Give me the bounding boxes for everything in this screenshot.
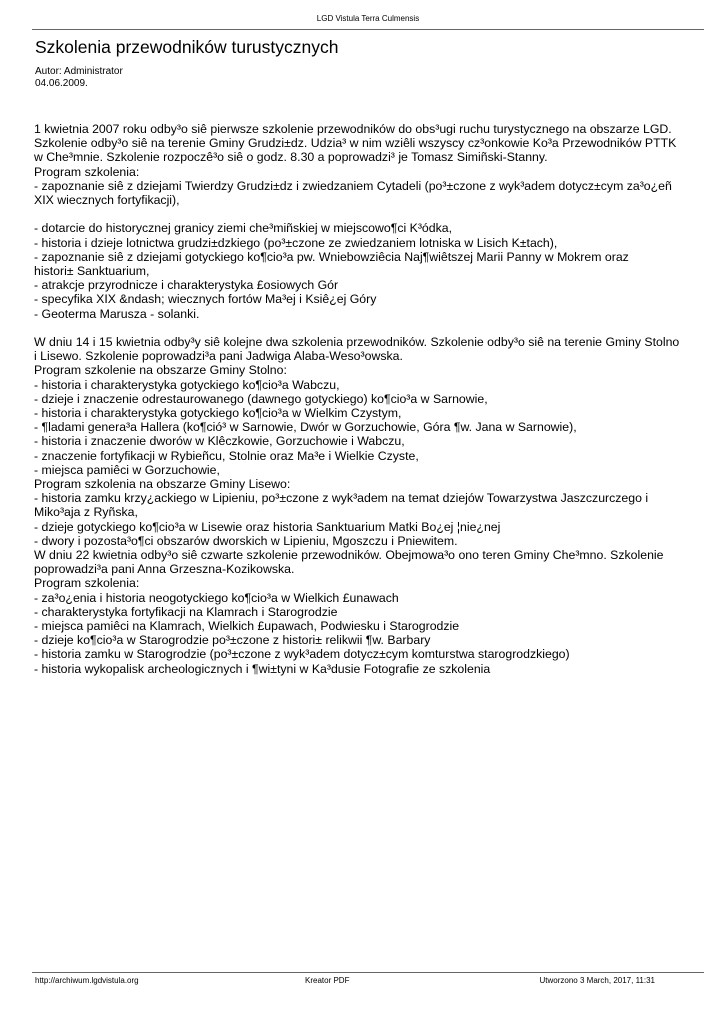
body-line: Program szkolenia: <box>34 576 140 591</box>
body-line: Program szkolenia na obszarze Gminy Lisewo: <box>34 477 291 492</box>
body-line: - zapoznanie siê z dziejami gotyckiego ko¶cio³a pw. Wniebowziêcia Naj¶wiêtszej Marii Panny w Mokrem oraz <box>34 249 629 264</box>
body-line: poprowadzi³a pani Anna Grzeszna-Kozikowska. <box>34 562 295 577</box>
publish-date: 04.06.2009. <box>35 78 88 89</box>
body-line: - dwory i pozosta³o¶ci obszarów dworskich w Lipieniu, Mgoszczu i Pniewitem. <box>34 533 458 548</box>
body-line: W dniu 14 i 15 kwietnia odby³y siê kolejne dwa szkolenia przewodników. Szkolenie odby³o siê na terenie Gminy Stolno <box>34 335 680 350</box>
body-line: - dzieje ko¶cio³a w Starogrodzie po³±czone z histori± relikwii ¶w. Barbary <box>34 633 431 648</box>
body-line <box>34 207 684 221</box>
body-line: - zapoznanie siê z dziejami Twierdzy Grudzi±dz i zwiedzaniem Cytadeli (po³±czone z wyk³adem dotycz±cym za³o¿eñ <box>34 178 672 193</box>
body-line: - dzieje i znaczenie odrestaurowanego (dawnego gotyckiego) ko¶cio³a w Sarnowie, <box>34 391 488 406</box>
body-line: Szkolenie odby³o siê na terenie Gminy Grudzi±dz. Udzia³ w nim wziêli wszyscy cz³onkowie Ko³a Przewodników PTTK <box>34 136 677 151</box>
header-divider <box>32 29 704 30</box>
body-line: - znaczenie fortyfikacji w Rybieñcu, Stolnie oraz Ma³e i Wielkie Czyste, <box>34 448 419 463</box>
body-line: - charakterystyka fortyfikacji na Klamrach i Starogrodzie <box>34 604 338 619</box>
footer-generator: Kreator PDF <box>305 976 350 985</box>
body-line: - historia zamku w Starogrodzie (po³±czone z wyk³adem dotycz±cym komturstwa starogrodzkiego) <box>34 647 570 662</box>
body-line: - historia i charakterystyka gotyckiego ko¶cio³a Wabczu, <box>34 377 340 392</box>
body-line: - dotarcie do historycznej granicy ziemi che³miñskiej w miejscowo¶ci K³ódka, <box>34 221 453 236</box>
author-line: Autor: Administrator <box>35 66 123 77</box>
body-line: Miko³aja z Ryñska, <box>34 505 138 520</box>
body-line: W dniu 22 kwietnia odby³o siê czwarte szkolenie przewodników. Obejmowa³o ono teren Gminy Che³mno. Szkolenie <box>34 548 664 563</box>
body-line: XIX wiecznych fortyfikacji), <box>34 193 180 208</box>
body-line: - historia i dzieje lotnictwa grudzi±dzkiego (po³±czone ze zwiedzaniem lotniska w Lisich K±tach), <box>34 235 558 250</box>
footer-url: http://archiwum.lgdvistula.org <box>35 976 139 985</box>
body-line: - atrakcje przyrodnicze i charakterystyka £osiowych Gór <box>34 278 339 293</box>
body-line: - historia wykopalisk archeologicznych i ¶wi±tyni w Ka³dusie Fotografie ze szkolenia <box>34 661 491 676</box>
body-line: - dzieje gotyckiego ko¶cio³a w Lisewie oraz historia Sanktuarium Matki Bo¿ej ¦nie¿nej <box>34 519 501 534</box>
body-line: 1 kwietnia 2007 roku odby³o siê pierwsze szkolenie przewodników do obs³ugi ruchu turystycznego na obszarze LGD. <box>34 122 672 136</box>
article-title: Szkolenia przewodników turustycznych <box>35 37 339 57</box>
body-line: - historia i znaczenie dworów w Klêczkowie, Gorzuchowie i Wabczu, <box>34 434 405 449</box>
page-header: LGD Vistula Terra Culmensis <box>316 14 420 23</box>
body-line: Program szkolenia: <box>34 164 140 179</box>
body-line: w Che³mnie. Szkolenie rozpoczê³o siê o godz. 8.30 a poprowadzi³ je Tomasz Simiñski-Stanny. <box>34 150 548 165</box>
body-line: - miejsca pamiêci na Klamrach, Wielkich £upawach, Podwiesku i Starogrodzie <box>34 619 460 634</box>
article-meta <box>35 66 123 90</box>
article-body <box>34 122 684 676</box>
body-line <box>34 321 684 335</box>
body-line: - specyfika XIX &ndash; wiecznych fortów Ma³ej i Ksiê¿ej Góry <box>34 292 377 307</box>
body-line: - historia i charakterystyka gotyckiego ko¶cio³a w Wielkim Czystym, <box>34 406 402 421</box>
body-line: i Lisewo. Szkolenie poprowadzi³a pani Jadwiga Alaba-Weso³owska. <box>34 349 403 364</box>
body-line: - historia zamku krzy¿ackiego w Lipieniu, po³±czone z wyk³adem na temat dziejów Towarzystwa Jaszczurczego i <box>34 491 649 506</box>
body-line: - za³o¿enia i historia neogotyckiego ko¶cio³a w Wielkich £unawach <box>34 590 399 605</box>
body-line: - Geoterma Marusza - solanki. <box>34 306 200 321</box>
footer-divider <box>32 972 704 973</box>
body-line: - ¶ladami genera³a Hallera (ko¶ció³ w Sarnowie, Dwór w Gorzuchowie, Góra ¶w. Jana w Sarnowie), <box>34 420 577 435</box>
footer-created: Utworzono 3 March, 2017, 11:31 <box>539 976 655 985</box>
page-footer <box>35 976 655 986</box>
body-line: - miejsca pamiêci w Gorzuchowie, <box>34 462 220 477</box>
body-line: histori± Sanktuarium, <box>34 264 150 279</box>
body-line: Program szkolenie na obszarze Gminy Stolno: <box>34 363 287 378</box>
